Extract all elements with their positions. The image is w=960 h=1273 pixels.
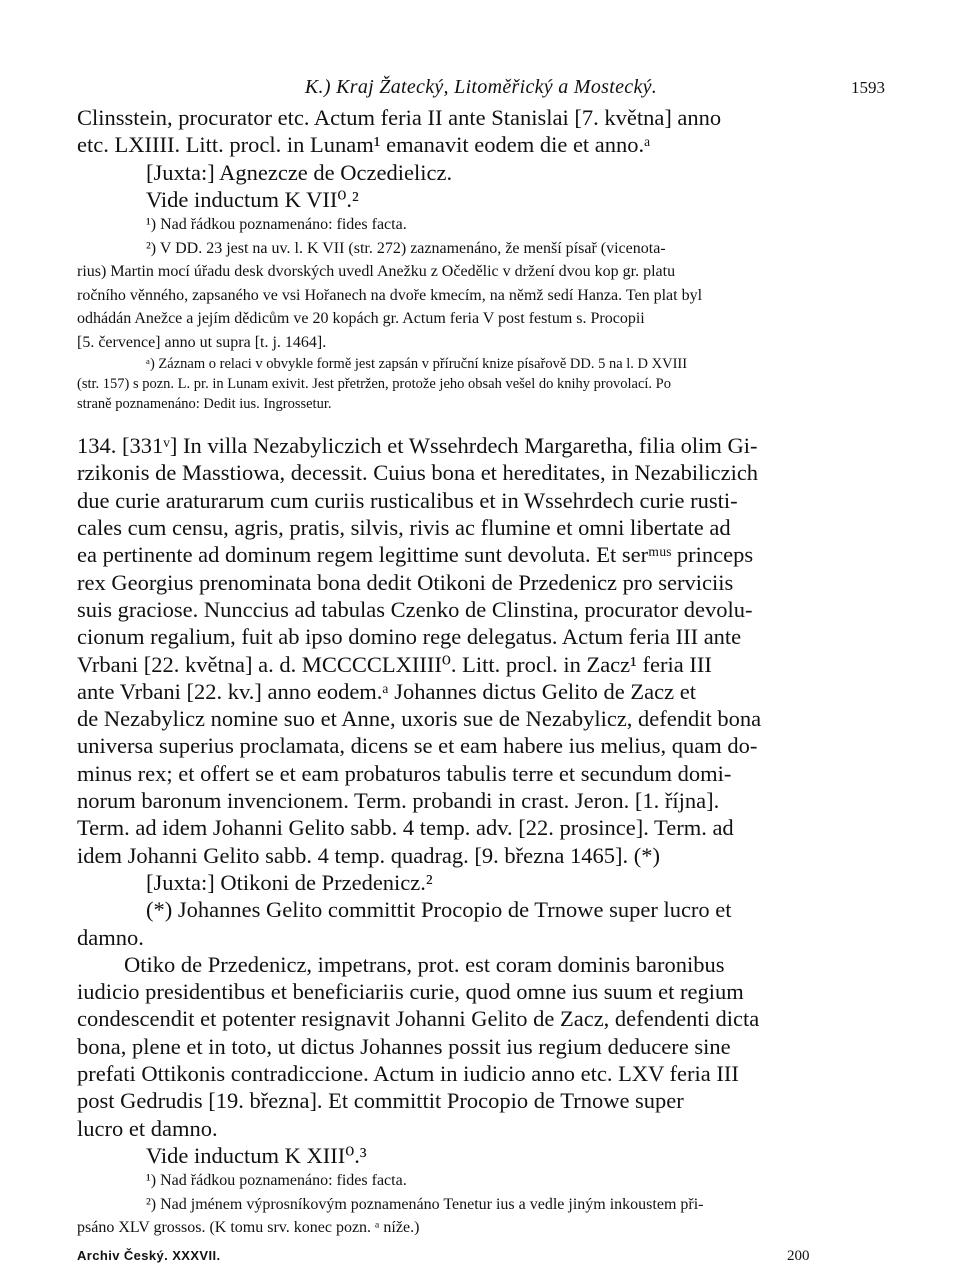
note-line: ²) V DD. 23 jest na uv. l. K VII (str. 272) zaznamenáno, že menší písař (vicenota- [146,239,666,257]
text-line: de Nezabylicz nomine suo et Anne, uxoris sue de Nezabylicz, defendit bona [77,706,762,732]
text-line: rzikonis de Masstiowa, decessit. Cuius bona et hereditates, in Nezabiliczich [77,460,759,486]
text-line: damno. [77,924,144,950]
note-line: ²) Nad jménem výprosníkovým poznamenáno Tenetur ius a vedle jiným inkoustem při- [146,1195,704,1213]
text-line: post Gedrudis [19. března]. Et committit Procopio de Trnowe super [77,1088,684,1114]
text-line: suis graciose. Nunccius ad tabulas Czenko de Clinstina, procurator devolu- [77,596,753,622]
text-line: cales cum censu, agris, pratis, silvis, rivis ac flumine et omni libertate ad [77,515,731,541]
entry-134 [77,432,885,1169]
footnote-line: straně poznamenáno: Dedit ius. Ingrossetur. [77,396,332,413]
note-line: [5. července] anno ut supra [t. j. 1464]. [77,333,327,351]
juxta-line: [Juxta:] Otikoni de Przedenicz.² [146,869,433,895]
text-line: due curie araturarum cum curiis rusticalibus et in Wssehrdech curie rusti- [77,487,738,513]
entry-133-footnote-a [77,354,885,414]
section-gap [77,414,885,432]
entry-133-continuation [77,104,885,213]
text-line: iudicio presidentibus et beneficiariis curie, quod omne ius suum et regium [77,979,744,1005]
page-footer [77,1244,885,1270]
text-line: Term. ad idem Johanni Gelito sabb. 4 temp. adv. [22. prosince]. Term. ad [77,815,734,841]
note-line: ¹) Nad řádkou poznamenáno: fides facta. [146,1172,407,1190]
text-line: (*) Johannes Gelito committit Procopio de Trnowe super lucro et [146,897,732,923]
page-header [77,70,885,104]
text-line: universa superius proclamata, dicens se et eam habere ius melius, quam do- [77,733,758,759]
text-line: minus rex; et offert se et eam probaturos tabulis terre et secundum domi- [77,760,732,786]
vide-line: Vide inductum K XIII⁰.³ [146,1142,367,1168]
note-line: rius) Martin mocí úřadu desk dvorských uvedl Anežku z Očedělic v držení dvou kop gr. platu [77,263,676,281]
entry-134-notes [77,1169,885,1240]
text-line: condescendit et potenter resignavit Johanni Gelito de Zacz, defendenti dicta [77,1006,760,1032]
text-line: rex Georgius prenominata bona dedit Otikoni de Przedenicz pro serviciis [77,569,734,595]
text-line: 134. [331ᵛ] In villa Nezabyliczich et Wssehrdech Margaretha, filia olim Gi- [77,433,758,459]
note-line: odhádán Anežce a jejím dědicům ve 20 kopách gr. Actum feria V post festum s. Procopii [77,310,645,328]
text-line: etc. LXIIII. Litt. procl. in Lunam¹ emanavit eodem die et anno.ᵃ [77,132,651,158]
text-line: Vrbani [22. května] a. d. MCCCCLXIIII⁰. Litt. procl. in Zacz¹ feria III [77,651,712,677]
sheet-number: 200 [787,1247,810,1264]
document-page [77,70,885,1270]
page-number: 1593 [851,78,885,97]
text-line: ante Vrbani [22. kv.] anno eodem.ᵃ Johannes dictus Gelito de Zacz et [77,678,696,704]
text-line: lucro et damno. [77,1115,218,1141]
entry-133-notes [77,213,885,354]
text-line: cionum regalium, fuit ab ipso domino rege delegatus. Actum feria III ante [77,624,742,650]
text-line: bona, plene et in toto, ut dictus Johannes possit ius regium deducere sine [77,1033,731,1059]
running-head: K.) Kraj Žatecký, Litoměřický a Mostecký. [304,76,658,98]
volume-signature: Archiv Český. XXXVII. [77,1247,221,1263]
text-line: Otiko de Przedenicz, impetrans, prot. est coram dominis baronibus [124,951,725,977]
text-line: [Juxta:] Agnezcze de Oczedielicz. [146,159,453,185]
note-line: ¹) Nad řádkou poznamenáno: fides facta. [146,216,407,234]
footnote-line: ᵃ) Záznam o relaci v obvykle formě jest zapsán v příruční knize písařově DD. 5 na l. D XVIII [146,356,688,373]
text-line: norum baronum invencionem. Term. probandi in crast. Jeron. [1. října]. [77,788,720,814]
text-line: idem Johanni Gelito sabb. 4 temp. quadrag. [9. března 1465]. (*) [77,842,660,868]
text-line: Vide inductum K VII⁰.² [146,186,359,212]
text-line: ea pertinente ad dominum regem legittime sunt devoluta. Et serᵐᵘˢ princeps [77,542,754,568]
note-line: psáno XLV grossos. (K tomu srv. konec pozn. ᵃ níže.) [77,1219,420,1237]
note-line: ročního věnného, zapsaného ve vsi Hořanech na dvoře kmecím, na němž sedí Hanza. Ten plat byl [77,286,703,304]
text-line: prefati Ottikonis contradiccione. Actum in iudicio anno etc. LXV feria III [77,1061,739,1087]
text-line: Clinsstein, procurator etc. Actum feria II ante Stanislai [7. května] anno [77,105,722,130]
footnote-line: (str. 157) s pozn. L. pr. in Lunam exivit. Jest přetržen, protože jeho obsah vešel do knihy provolací. Po [77,376,671,393]
